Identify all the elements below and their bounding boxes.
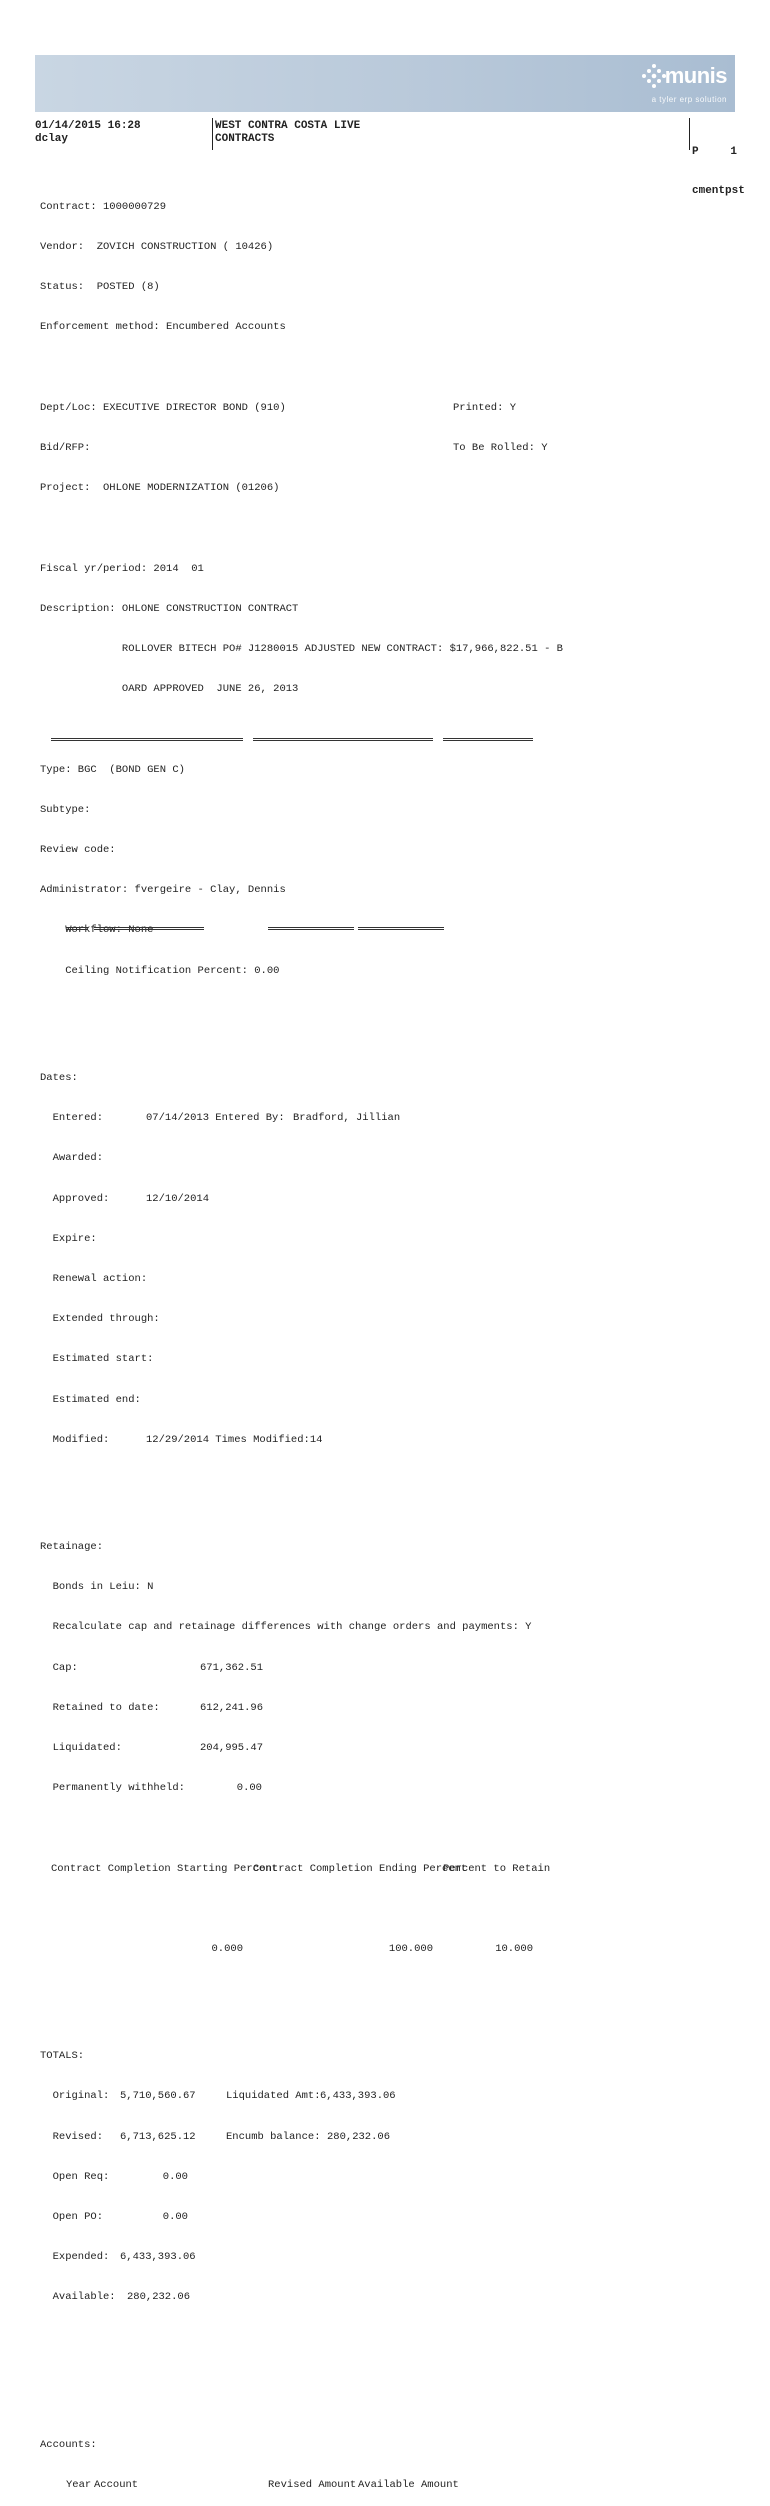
est-end-label: Estimated end: bbox=[40, 1393, 141, 1406]
entered-value: 07/14/2013 Entered By: bbox=[146, 1112, 285, 1125]
project: Project: OHLONE MODERNIZATION (01206) bbox=[40, 482, 280, 495]
description-line: ROLLOVER BITECH PO# J1280015 ADJUSTED NEW CONTRACT: $17,966,822.51 - B bbox=[40, 643, 563, 656]
munis-logo bbox=[617, 61, 727, 111]
page-label: P bbox=[692, 146, 699, 158]
rule-end-percent-2 bbox=[253, 740, 433, 741]
col-end-percent: Contract Completion Ending Percent bbox=[253, 1862, 468, 1875]
totals-heading: TOTALS: bbox=[40, 2050, 85, 2063]
accounts-heading: Accounts: bbox=[40, 2438, 97, 2451]
org-name: WEST CONTRA COSTA LIVE bbox=[215, 120, 361, 132]
encumb-label: Encumb balance: bbox=[226, 2130, 321, 2143]
encumb-value: 280,232.06 bbox=[326, 2130, 390, 2143]
rule-revised bbox=[268, 927, 354, 928]
report-banner bbox=[35, 55, 735, 112]
workflow: Workflow: None bbox=[40, 924, 154, 937]
entered-by: Bradford, Jillian bbox=[293, 1112, 401, 1125]
renewal-label: Renewal action: bbox=[40, 1272, 148, 1285]
rule-revised-2 bbox=[268, 929, 354, 930]
subtype: Subtype: bbox=[40, 803, 91, 816]
modified-label: Modified: bbox=[40, 1433, 110, 1446]
header-divider bbox=[212, 118, 213, 150]
extended-label: Extended through: bbox=[40, 1313, 160, 1326]
approved-label: Approved: bbox=[40, 1192, 110, 1205]
review-code: Review code: bbox=[40, 844, 116, 857]
header-center bbox=[215, 120, 360, 146]
original-label: Original: bbox=[40, 2090, 110, 2103]
logo-wordmark: munis bbox=[664, 63, 727, 88]
col-revised-amount: Revised Amount bbox=[268, 2479, 357, 2492]
recalculate-flag: Recalculate cap and retainage differences with change orders and payments: Y bbox=[40, 1621, 532, 1634]
revised-value: 6,713,625.12 bbox=[120, 2130, 196, 2143]
cap-value: 671,362.51 bbox=[200, 1661, 264, 1674]
description-line: OARD APPROVED JUNE 26, 2013 bbox=[40, 683, 299, 696]
col-account: Account bbox=[94, 2479, 139, 2492]
bid-rfp: Bid/RFP: bbox=[40, 442, 91, 455]
available-label: Available: bbox=[40, 2291, 116, 2304]
expended-label: Expended: bbox=[40, 2251, 110, 2264]
fiscal-period: Fiscal yr/period: 2014 01 bbox=[40, 562, 204, 575]
revised-label: Revised: bbox=[40, 2130, 104, 2143]
available-value: 280,232.06 bbox=[126, 2291, 190, 2304]
expended-value: 6,433,393.06 bbox=[120, 2251, 196, 2264]
liq-amt-label: Liquidated Amt: bbox=[226, 2090, 321, 2103]
start-percent-value: 0.000 bbox=[211, 1942, 243, 1955]
rule-start-percent-2 bbox=[51, 740, 243, 741]
retain-percent-value: 10.000 bbox=[495, 1942, 533, 1955]
liquidated-label: Liquidated: bbox=[40, 1741, 122, 1754]
contract-type: Type: BGC (BOND GEN C) bbox=[40, 763, 185, 776]
dates-heading: Dates: bbox=[40, 1071, 78, 1084]
rule-year bbox=[66, 927, 88, 928]
col-year: Year bbox=[66, 2479, 92, 2492]
col-available-amount: Available Amount bbox=[358, 2479, 459, 2492]
ceiling-notification: Ceiling Notification Percent: 0.00 bbox=[40, 964, 280, 977]
status: Status: POSTED (8) bbox=[40, 281, 160, 294]
to-be-rolled-flag: To Be Rolled: Y bbox=[453, 442, 548, 455]
bonds-in-leiu: Bonds in Leiu: N bbox=[40, 1581, 154, 1594]
open-po-value: 0.00 bbox=[162, 2211, 188, 2223]
vendor: Vendor: ZOVICH CONSTRUCTION ( 10426) bbox=[40, 241, 274, 254]
header-divider-right bbox=[689, 118, 690, 150]
rule-account bbox=[94, 927, 204, 928]
open-req-label: Open Req: bbox=[40, 2170, 110, 2183]
report-user: dclay bbox=[35, 133, 69, 145]
rule-start-percent bbox=[51, 738, 243, 739]
report-datetime: 01/14/2015 16:28 bbox=[35, 120, 141, 132]
rule-percent-retain bbox=[443, 738, 533, 739]
open-req-value: 0.00 bbox=[162, 2170, 188, 2183]
col-percent-retain: Percent to Retain bbox=[443, 1862, 551, 1875]
cap-label: Cap: bbox=[40, 1661, 78, 1674]
logo-dots-icon bbox=[641, 63, 667, 89]
retained-label: Retained to date: bbox=[40, 1701, 160, 1714]
rule-percent-retain-2 bbox=[443, 740, 533, 741]
page-number: 1 bbox=[730, 146, 737, 158]
contract-number: Contract: 1000000729 bbox=[40, 200, 167, 213]
perm-withheld-label: Permanently withheld: bbox=[40, 1782, 185, 1795]
rule-available-2 bbox=[358, 929, 444, 930]
retained-value: 612,241.96 bbox=[200, 1701, 264, 1714]
liq-amt-value: 6,433,393.06 bbox=[320, 2090, 396, 2103]
approved-value: 12/10/2014 bbox=[146, 1192, 210, 1205]
entered-label: Entered: bbox=[40, 1112, 104, 1125]
open-po-label: Open PO: bbox=[40, 2211, 104, 2223]
rule-end-percent bbox=[253, 738, 433, 739]
printed-flag: Printed: Y bbox=[453, 401, 517, 414]
header-left bbox=[35, 120, 141, 146]
original-value: 5,710,560.67 bbox=[120, 2090, 196, 2103]
rule-available bbox=[358, 927, 444, 928]
module-name: CONTRACTS bbox=[215, 133, 275, 145]
dept-loc: Dept/Loc: EXECUTIVE DIRECTOR BOND (910) bbox=[40, 401, 286, 414]
program-name: cmentpst bbox=[692, 185, 745, 197]
est-start-label: Estimated start: bbox=[40, 1353, 154, 1366]
liquidated-value: 204,995.47 bbox=[200, 1741, 264, 1754]
header-right bbox=[692, 120, 745, 211]
retainage-heading: Retainage: bbox=[40, 1540, 104, 1553]
col-start-percent: Contract Completion Starting Percent bbox=[51, 1862, 278, 1875]
administrator: Administrator: fvergeire - Clay, Dennis bbox=[40, 884, 286, 897]
logo-tagline: a tyler erp solution bbox=[651, 95, 727, 104]
contract-info bbox=[40, 174, 563, 2506]
rule-account-2 bbox=[94, 929, 204, 930]
rule-year-2 bbox=[66, 929, 88, 930]
enforcement-method: Enforcement method: Encumbered Accounts bbox=[40, 321, 286, 334]
end-percent-value: 100.000 bbox=[388, 1942, 433, 1955]
expire-label: Expire: bbox=[40, 1232, 97, 1245]
awarded-label: Awarded: bbox=[40, 1152, 104, 1165]
perm-withheld-value: 0.00 bbox=[236, 1782, 262, 1795]
modified-value: 12/29/2014 Times Modified:14 bbox=[146, 1433, 323, 1446]
description-line: Description: OHLONE CONSTRUCTION CONTRACT bbox=[40, 602, 299, 615]
